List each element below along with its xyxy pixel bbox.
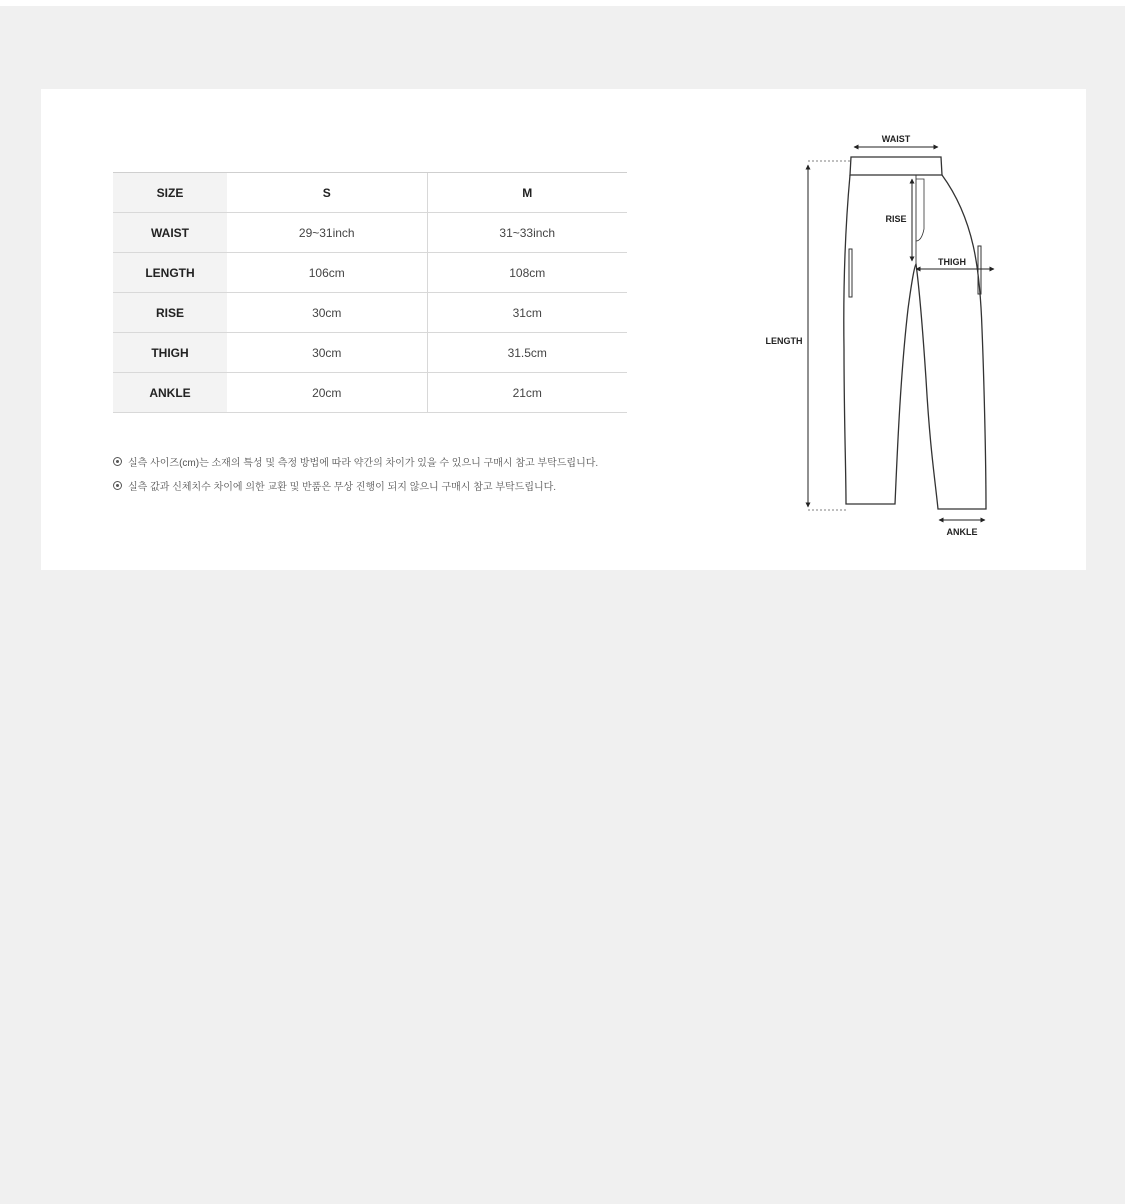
table-row-rise <box>113 293 627 333</box>
table-cell: 31.5cm <box>427 333 627 373</box>
table-cell: 30cm <box>227 293 427 333</box>
table-header-row <box>113 173 627 213</box>
row-label: ANKLE <box>113 373 227 413</box>
size-guide-card <box>41 89 1086 570</box>
row-label: THIGH <box>113 333 227 373</box>
table-cell: 106cm <box>227 253 427 293</box>
table-row-length <box>113 253 627 293</box>
rise-label: RISE <box>885 214 907 224</box>
pants-outline <box>844 157 986 509</box>
thigh-label: THIGH <box>938 257 966 267</box>
notes-list <box>113 449 598 497</box>
table-cell: 20cm <box>227 373 427 413</box>
row-label: RISE <box>113 293 227 333</box>
note-item <box>113 473 598 497</box>
thigh-measure <box>916 257 994 269</box>
table-row-thigh <box>113 333 627 373</box>
length-measure <box>766 161 851 510</box>
size-s-header: S <box>227 173 427 213</box>
table-cell: 30cm <box>227 333 427 373</box>
size-header-cell: SIZE <box>113 173 227 213</box>
ankle-measure <box>939 520 985 537</box>
circle-bullet-icon <box>113 481 122 490</box>
table-cell: 21cm <box>427 373 627 413</box>
table-cell: 31~33inch <box>427 213 627 253</box>
table-cell: 108cm <box>427 253 627 293</box>
rise-measure <box>885 179 912 261</box>
table-row-waist <box>113 213 627 253</box>
table-row-ankle <box>113 373 627 413</box>
top-strip <box>0 0 1125 6</box>
pants-diagram <box>716 129 1016 549</box>
waist-measure <box>854 134 938 147</box>
row-label: WAIST <box>113 213 227 253</box>
size-table <box>113 172 627 413</box>
ankle-label: ANKLE <box>946 527 978 537</box>
table-cell: 29~31inch <box>227 213 427 253</box>
note-text: 실측 값과 신체치수 차이에 의한 교환 및 반품은 무상 진행이 되지 않으니 구매시 참고 부탁드립니다. <box>128 481 557 493</box>
table-cell: 31cm <box>427 293 627 333</box>
row-label: LENGTH <box>113 253 227 293</box>
note-text: 실측 사이즈(cm)는 소재의 특성 및 측정 방법에 따라 약간의 차이가 있을 수 있으니 구매시 참고 부탁드립니다. <box>128 457 599 469</box>
note-item <box>113 449 598 473</box>
size-m-header: M <box>427 173 627 213</box>
length-label: LENGTH <box>765 336 803 346</box>
waist-label: WAIST <box>881 134 911 144</box>
circle-bullet-icon <box>113 457 122 466</box>
